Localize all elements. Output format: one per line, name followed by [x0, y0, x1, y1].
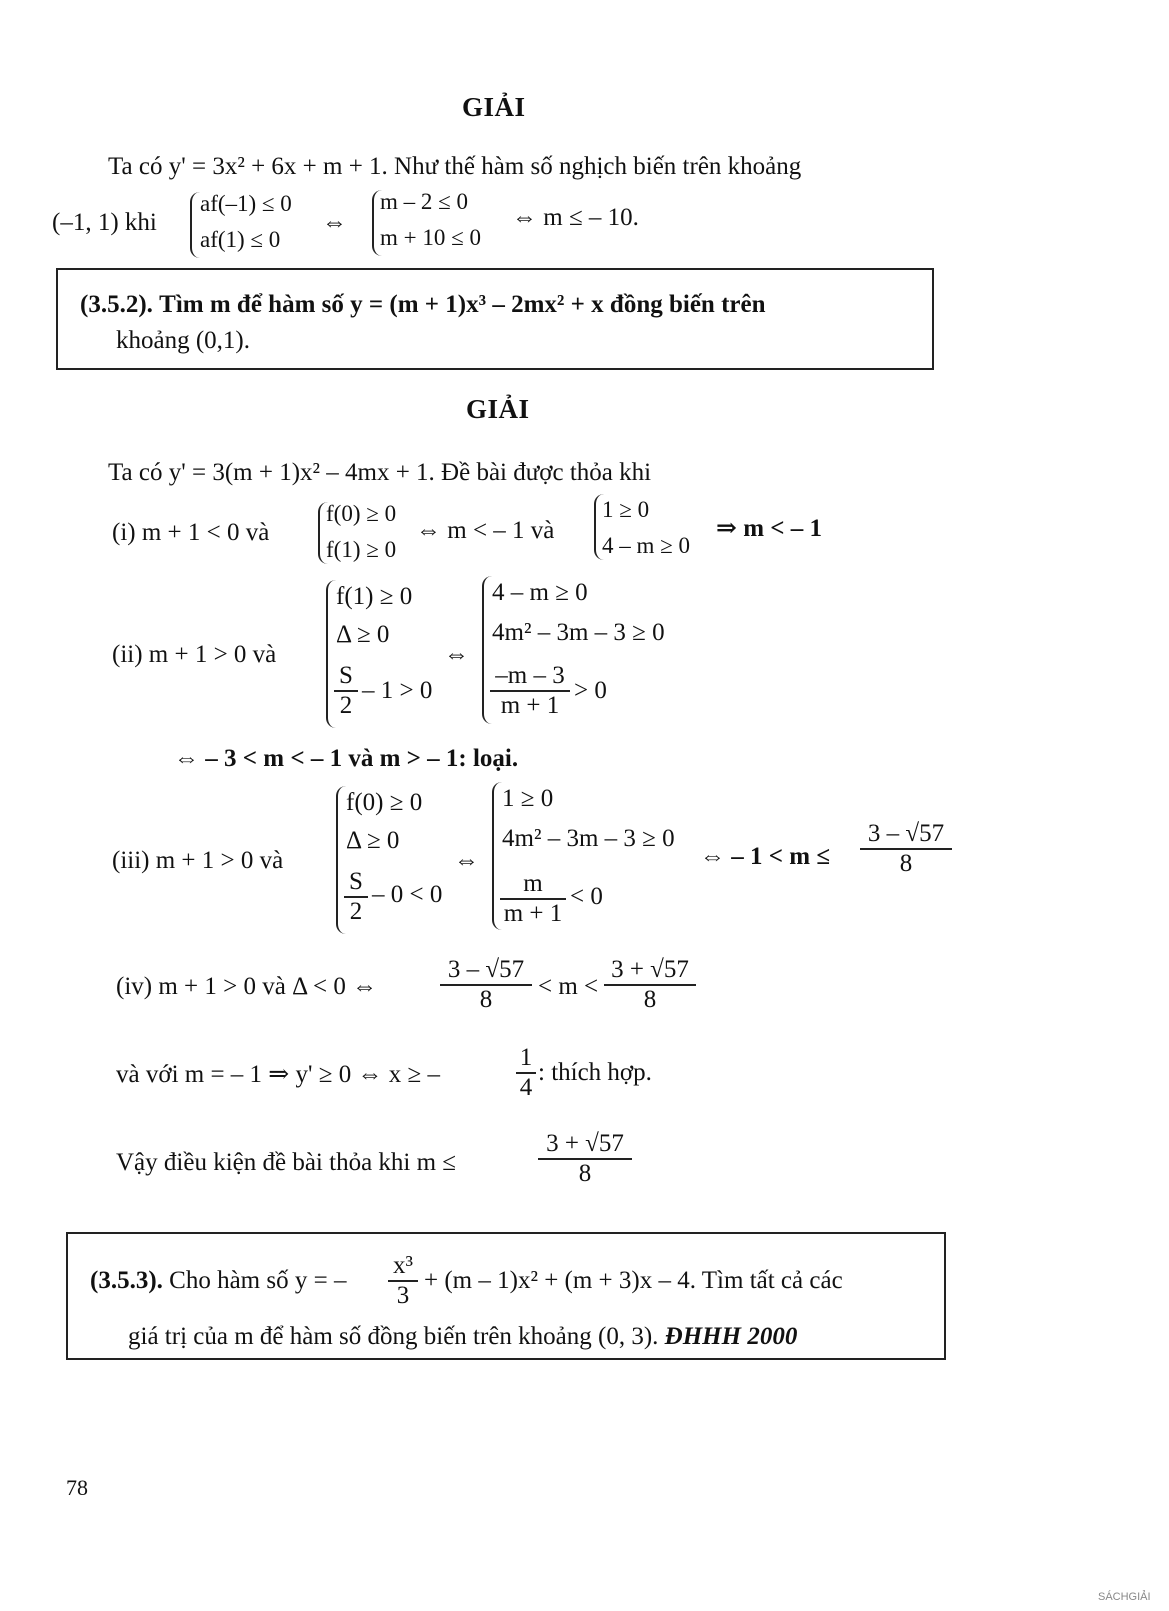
fraction-numerator: 3 – √57 — [860, 820, 952, 850]
fraction-s-over-2 — [344, 868, 368, 926]
solution-2-intro: Ta có y' = 3(m + 1)x² – 4mx + 1. Đề bài được thỏa khi — [108, 459, 652, 486]
system-row: 4 – m ≥ 0 — [602, 533, 691, 558]
problem-statement-line-1a: Cho hàm số y = – — [169, 1267, 347, 1294]
fraction-numerator: 3 – √57 — [440, 956, 532, 986]
fraction-denominator: 3 — [396, 1282, 410, 1309]
system-row: Δ ≥ 0 — [336, 621, 390, 648]
system-row: Δ ≥ 0 — [346, 827, 400, 854]
fraction-numerator: –m – 3 — [490, 662, 570, 692]
fraction-denominator: 8 — [899, 850, 913, 877]
fraction — [516, 1044, 536, 1102]
fraction-denominator: m + 1 — [503, 900, 563, 927]
system-row: – 0 < 0 — [372, 881, 443, 908]
system-row: f(1) ≥ 0 — [326, 537, 397, 562]
system-row: f(0) ≥ 0 — [346, 789, 423, 816]
problem-statement-line-2: giá trị của m để hàm số đồng biến trên khoảng (0, 3). — [128, 1323, 659, 1350]
fraction-s-over-2 — [334, 662, 358, 720]
problem-source: ĐHHH 2000 — [664, 1323, 798, 1350]
fraction-numerator: S — [334, 662, 358, 692]
solution-1-line-1: Ta có y' = 3x² + 6x + m + 1. Như thế hàm số nghịch biến trên khoảng — [108, 153, 802, 180]
problem-statement-line-1b: + (m – 1)x² + (m + 3)x – 4. Tìm tất cả các — [424, 1267, 843, 1294]
system-row: > 0 — [574, 677, 607, 704]
problem-statement-line-2: khoảng (0,1). — [116, 327, 250, 354]
fraction — [440, 956, 532, 1014]
fraction — [490, 662, 570, 720]
watermark-logo: SÁCHGIẢI — [1098, 1591, 1151, 1603]
fraction-denominator: 2 — [339, 692, 353, 719]
problem-label: (3.5.3). — [90, 1267, 163, 1294]
problem-3-5-2-box — [56, 268, 934, 370]
fraction-denominator: 2 — [349, 898, 363, 925]
system-1-row: af(–1) ≤ 0 — [200, 191, 292, 216]
system-row: 4m² – 3m – 3 ≥ 0 — [492, 619, 665, 646]
case-ii-result: ⇔ – 3 < m < – 1 và m > – 1: loại. — [174, 745, 519, 772]
extra-condition-tail: : thích hợp. — [538, 1059, 652, 1086]
fraction — [388, 1252, 418, 1310]
system-row: < 0 — [570, 883, 603, 910]
system-row: 1 ≥ 0 — [602, 497, 650, 522]
fraction-numerator: 1 — [516, 1044, 536, 1074]
case-i-system-b — [602, 492, 690, 564]
problem-statement-line-1: Tìm m để hàm số y = (m + 1)x³ – 2mx² + x đồng biến trên — [159, 291, 766, 318]
solution-1-lead: (–1, 1) khi — [52, 209, 157, 236]
fraction — [500, 870, 566, 928]
fraction — [860, 820, 952, 878]
conclusion-text: Vậy điều kiện đề bài thỏa khi m ≤ — [116, 1149, 457, 1176]
equivalence-arrow: ⇔ — [444, 641, 469, 668]
fraction-denominator: 8 — [578, 1160, 592, 1187]
fraction-numerator: m — [500, 870, 566, 900]
solution-heading: GIẢI — [466, 394, 530, 424]
case-iii-lead: (iii) m + 1 > 0 và — [112, 847, 284, 874]
fraction-denominator: 8 — [643, 986, 657, 1013]
system-2-row: m + 10 ≤ 0 — [380, 225, 481, 250]
problem-3-5-3-box — [66, 1232, 946, 1360]
fraction-numerator: 3 + √57 — [538, 1130, 632, 1160]
inequality-middle: < m < — [538, 973, 599, 1000]
fraction-denominator: 8 — [479, 986, 493, 1013]
case-iii-result: ⇔ – 1 < m ≤ — [700, 843, 831, 870]
fraction-numerator: S — [344, 868, 368, 898]
case-ii-lead: (ii) m + 1 > 0 và — [112, 641, 277, 668]
system-1-row: af(1) ≤ 0 — [200, 227, 281, 252]
solution-heading: GIẢI — [462, 92, 526, 122]
fraction-numerator: 3 + √57 — [604, 956, 696, 986]
fraction — [604, 956, 696, 1014]
fraction — [538, 1130, 632, 1188]
system-2 — [380, 184, 481, 256]
problem-label: (3.5.2). — [80, 291, 153, 318]
fraction-denominator: m + 1 — [500, 692, 560, 719]
system-row: 4m² – 3m – 3 ≥ 0 — [502, 825, 675, 852]
fraction-numerator: x³ — [388, 1252, 418, 1282]
case-i-system-a — [326, 496, 396, 568]
system-row: – 1 > 0 — [362, 677, 433, 704]
case-iv-lead: (iv) m + 1 > 0 và Δ < 0 ⇔ — [116, 973, 378, 1000]
system-row: f(1) ≥ 0 — [336, 583, 413, 610]
solution-1-result: ⇔ m ≤ – 10. — [512, 204, 639, 231]
case-i-result: ⇒ m < – 1 — [716, 515, 823, 542]
system-row: 1 ≥ 0 — [502, 785, 554, 812]
system-row: f(0) ≥ 0 — [326, 501, 397, 526]
system-brace — [190, 192, 200, 258]
system-row: 4 – m ≥ 0 — [492, 579, 588, 606]
system-1 — [200, 186, 292, 258]
equivalence-arrow: ⇔ — [322, 209, 347, 236]
case-i-middle: ⇔ m < – 1 và — [416, 517, 555, 544]
case-i-lead: (i) m + 1 < 0 và — [112, 519, 270, 546]
system-2-row: m – 2 ≤ 0 — [380, 189, 469, 214]
equivalence-arrow: ⇔ — [454, 847, 479, 874]
fraction-denominator: 4 — [519, 1074, 533, 1101]
page-number: 78 — [66, 1475, 88, 1500]
extra-condition-lead: và với m = – 1 ⇒ y' ≥ 0 ⇔ x ≥ – — [116, 1061, 440, 1088]
